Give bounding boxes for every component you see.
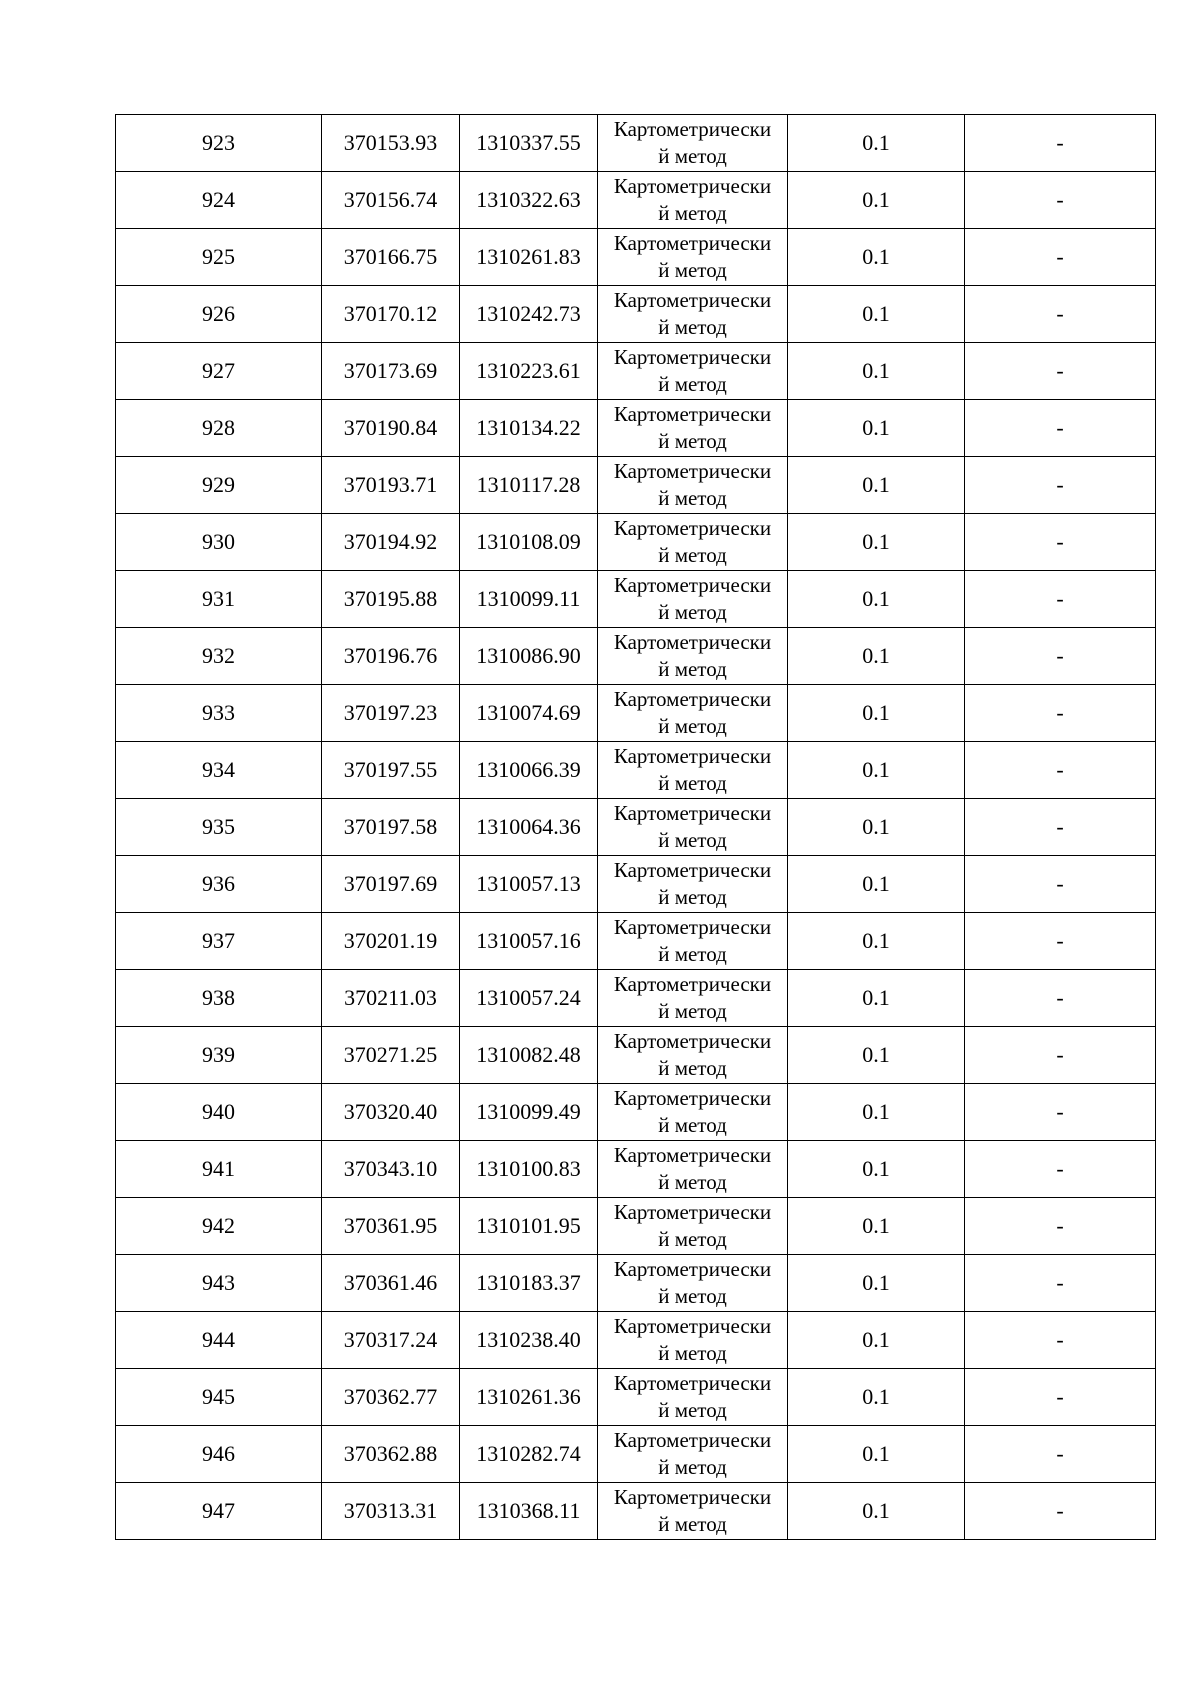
table-row	[116, 1141, 1156, 1198]
table-row	[116, 1255, 1156, 1312]
note-cell: -	[965, 115, 1156, 172]
y-coordinate-cell: 1310134.22	[460, 400, 598, 457]
note-cell: -	[965, 742, 1156, 799]
method-text-line-1: Картометрически	[613, 288, 772, 312]
note-cell: -	[965, 343, 1156, 400]
method-cell	[598, 970, 788, 1027]
method-cell	[598, 400, 788, 457]
note-cell: -	[965, 1369, 1156, 1426]
point-number-cell: 924	[116, 172, 322, 229]
y-coordinate-cell: 1310238.40	[460, 1312, 598, 1369]
method-text-line-2: й метод	[658, 258, 727, 282]
note-cell: -	[965, 400, 1156, 457]
table-row	[116, 514, 1156, 571]
method-cell	[598, 913, 788, 970]
point-number-cell: 939	[116, 1027, 322, 1084]
table-row	[116, 628, 1156, 685]
point-number-cell: 944	[116, 1312, 322, 1369]
y-coordinate-cell: 1310368.11	[460, 1483, 598, 1540]
note-cell: -	[965, 1312, 1156, 1369]
accuracy-cell: 0.1	[788, 514, 965, 571]
accuracy-cell: 0.1	[788, 970, 965, 1027]
table-row	[116, 913, 1156, 970]
method-text-line-2: й метод	[658, 1170, 727, 1194]
x-coordinate-cell: 370194.92	[322, 514, 460, 571]
method-text-line-1: Картометрически	[613, 516, 772, 540]
method-text-line-1: Картометрически	[613, 345, 772, 369]
x-coordinate-cell: 370197.55	[322, 742, 460, 799]
table-row	[116, 1426, 1156, 1483]
note-cell: -	[965, 514, 1156, 571]
accuracy-cell: 0.1	[788, 856, 965, 913]
method-text-line-1: Картометрически	[613, 1428, 772, 1452]
method-text-line-2: й метод	[658, 372, 727, 396]
x-coordinate-cell: 370195.88	[322, 571, 460, 628]
accuracy-cell: 0.1	[788, 1198, 965, 1255]
y-coordinate-cell: 1310099.11	[460, 571, 598, 628]
method-text-line-2: й метод	[658, 942, 727, 966]
table-row	[116, 1369, 1156, 1426]
table-row	[116, 1027, 1156, 1084]
note-cell: -	[965, 913, 1156, 970]
method-cell	[598, 685, 788, 742]
x-coordinate-cell: 370196.76	[322, 628, 460, 685]
method-text-line-2: й метод	[658, 999, 727, 1023]
point-number-cell: 940	[116, 1084, 322, 1141]
accuracy-cell: 0.1	[788, 1369, 965, 1426]
point-number-cell: 923	[116, 115, 322, 172]
note-cell: -	[965, 799, 1156, 856]
method-text-line-2: й метод	[658, 201, 727, 225]
y-coordinate-cell: 1310183.37	[460, 1255, 598, 1312]
table-row	[116, 343, 1156, 400]
accuracy-cell: 0.1	[788, 457, 965, 514]
method-text-line-1: Картометрически	[613, 1257, 772, 1281]
y-coordinate-cell: 1310057.24	[460, 970, 598, 1027]
accuracy-cell: 0.1	[788, 799, 965, 856]
method-cell	[598, 1312, 788, 1369]
method-text-line-1: Картометрически	[613, 573, 772, 597]
method-text-line-1: Картометрически	[613, 1143, 772, 1167]
accuracy-cell: 0.1	[788, 286, 965, 343]
method-cell	[598, 856, 788, 913]
table-row	[116, 1198, 1156, 1255]
method-cell	[598, 742, 788, 799]
table-row	[116, 799, 1156, 856]
method-cell	[598, 571, 788, 628]
x-coordinate-cell: 370271.25	[322, 1027, 460, 1084]
accuracy-cell: 0.1	[788, 115, 965, 172]
method-text-line-2: й метод	[658, 1056, 727, 1080]
accuracy-cell: 0.1	[788, 1312, 965, 1369]
x-coordinate-cell: 370197.23	[322, 685, 460, 742]
y-coordinate-cell: 1310117.28	[460, 457, 598, 514]
point-number-cell: 945	[116, 1369, 322, 1426]
method-text-line-1: Картометрически	[613, 117, 772, 141]
x-coordinate-cell: 370170.12	[322, 286, 460, 343]
table-row	[116, 1312, 1156, 1369]
note-cell: -	[965, 856, 1156, 913]
coordinates-table	[115, 114, 1156, 1540]
point-number-cell: 942	[116, 1198, 322, 1255]
y-coordinate-cell: 1310057.16	[460, 913, 598, 970]
method-text-line-2: й метод	[658, 1284, 727, 1308]
x-coordinate-cell: 370201.19	[322, 913, 460, 970]
note-cell: -	[965, 628, 1156, 685]
point-number-cell: 929	[116, 457, 322, 514]
accuracy-cell: 0.1	[788, 913, 965, 970]
accuracy-cell: 0.1	[788, 229, 965, 286]
method-text-line-1: Картометрически	[613, 1200, 772, 1224]
x-coordinate-cell: 370173.69	[322, 343, 460, 400]
x-coordinate-cell: 370156.74	[322, 172, 460, 229]
method-text-line-2: й метод	[658, 600, 727, 624]
y-coordinate-cell: 1310242.73	[460, 286, 598, 343]
table-row	[116, 856, 1156, 913]
method-text-line-2: й метод	[658, 1113, 727, 1137]
method-cell	[598, 799, 788, 856]
method-text-line-1: Картометрически	[613, 630, 772, 654]
method-text-line-1: Картометрически	[613, 402, 772, 426]
method-cell	[598, 115, 788, 172]
y-coordinate-cell: 1310057.13	[460, 856, 598, 913]
method-text-line-2: й метод	[658, 1512, 727, 1536]
accuracy-cell: 0.1	[788, 685, 965, 742]
note-cell: -	[965, 286, 1156, 343]
x-coordinate-cell: 370190.84	[322, 400, 460, 457]
accuracy-cell: 0.1	[788, 343, 965, 400]
point-number-cell: 925	[116, 229, 322, 286]
method-text-line-2: й метод	[658, 1455, 727, 1479]
table-row	[116, 1084, 1156, 1141]
coordinates-table-body	[116, 115, 1156, 1540]
point-number-cell: 947	[116, 1483, 322, 1540]
y-coordinate-cell: 1310099.49	[460, 1084, 598, 1141]
table-row	[116, 457, 1156, 514]
method-cell	[598, 1027, 788, 1084]
method-text-line-1: Картометрически	[613, 972, 772, 996]
y-coordinate-cell: 1310086.90	[460, 628, 598, 685]
y-coordinate-cell: 1310064.36	[460, 799, 598, 856]
method-text-line-2: й метод	[658, 885, 727, 909]
x-coordinate-cell: 370320.40	[322, 1084, 460, 1141]
table-row	[116, 400, 1156, 457]
accuracy-cell: 0.1	[788, 1084, 965, 1141]
table-row	[116, 571, 1156, 628]
method-cell	[598, 1084, 788, 1141]
method-text-line-1: Картометрически	[613, 1029, 772, 1053]
method-text-line-1: Картометрически	[613, 1314, 772, 1338]
point-number-cell: 928	[116, 400, 322, 457]
table-row	[116, 685, 1156, 742]
table-row	[116, 286, 1156, 343]
point-number-cell: 937	[116, 913, 322, 970]
note-cell: -	[965, 457, 1156, 514]
x-coordinate-cell: 370361.46	[322, 1255, 460, 1312]
method-text-line-2: й метод	[658, 657, 727, 681]
y-coordinate-cell: 1310108.09	[460, 514, 598, 571]
method-cell	[598, 343, 788, 400]
point-number-cell: 932	[116, 628, 322, 685]
x-coordinate-cell: 370211.03	[322, 970, 460, 1027]
accuracy-cell: 0.1	[788, 1426, 965, 1483]
y-coordinate-cell: 1310322.63	[460, 172, 598, 229]
accuracy-cell: 0.1	[788, 571, 965, 628]
x-coordinate-cell: 370193.71	[322, 457, 460, 514]
y-coordinate-cell: 1310101.95	[460, 1198, 598, 1255]
method-cell	[598, 229, 788, 286]
method-text-line-1: Картометрически	[613, 858, 772, 882]
table-row	[116, 229, 1156, 286]
method-text-line-1: Картометрически	[613, 1485, 772, 1509]
method-text-line-2: й метод	[658, 828, 727, 852]
y-coordinate-cell: 1310100.83	[460, 1141, 598, 1198]
y-coordinate-cell: 1310082.48	[460, 1027, 598, 1084]
accuracy-cell: 0.1	[788, 400, 965, 457]
method-cell	[598, 457, 788, 514]
x-coordinate-cell: 370197.69	[322, 856, 460, 913]
method-text-line-2: й метод	[658, 714, 727, 738]
method-cell	[598, 1483, 788, 1540]
method-cell	[598, 172, 788, 229]
note-cell: -	[965, 685, 1156, 742]
y-coordinate-cell: 1310282.74	[460, 1426, 598, 1483]
method-cell	[598, 1141, 788, 1198]
point-number-cell: 938	[116, 970, 322, 1027]
x-coordinate-cell: 370362.77	[322, 1369, 460, 1426]
point-number-cell: 933	[116, 685, 322, 742]
table-row	[116, 172, 1156, 229]
x-coordinate-cell: 370317.24	[322, 1312, 460, 1369]
y-coordinate-cell: 1310337.55	[460, 115, 598, 172]
y-coordinate-cell: 1310261.83	[460, 229, 598, 286]
point-number-cell: 927	[116, 343, 322, 400]
x-coordinate-cell: 370362.88	[322, 1426, 460, 1483]
method-text-line-1: Картометрически	[613, 744, 772, 768]
point-number-cell: 936	[116, 856, 322, 913]
method-cell	[598, 1198, 788, 1255]
accuracy-cell: 0.1	[788, 1483, 965, 1540]
accuracy-cell: 0.1	[788, 1141, 965, 1198]
point-number-cell: 930	[116, 514, 322, 571]
note-cell: -	[965, 571, 1156, 628]
x-coordinate-cell: 370166.75	[322, 229, 460, 286]
y-coordinate-cell: 1310261.36	[460, 1369, 598, 1426]
point-number-cell: 941	[116, 1141, 322, 1198]
method-text-line-2: й метод	[658, 486, 727, 510]
note-cell: -	[965, 1027, 1156, 1084]
point-number-cell: 926	[116, 286, 322, 343]
point-number-cell: 943	[116, 1255, 322, 1312]
note-cell: -	[965, 1141, 1156, 1198]
x-coordinate-cell: 370153.93	[322, 115, 460, 172]
table-row	[116, 1483, 1156, 1540]
method-text-line-2: й метод	[658, 771, 727, 795]
method-text-line-1: Картометрически	[613, 1371, 772, 1395]
method-text-line-2: й метод	[658, 1341, 727, 1365]
table-row	[116, 115, 1156, 172]
method-text-line-1: Картометрически	[613, 174, 772, 198]
method-text-line-1: Картометрически	[613, 231, 772, 255]
point-number-cell: 935	[116, 799, 322, 856]
note-cell: -	[965, 229, 1156, 286]
x-coordinate-cell: 370361.95	[322, 1198, 460, 1255]
note-cell: -	[965, 1255, 1156, 1312]
method-text-line-2: й метод	[658, 1398, 727, 1422]
accuracy-cell: 0.1	[788, 628, 965, 685]
point-number-cell: 946	[116, 1426, 322, 1483]
method-text-line-1: Картометрически	[613, 801, 772, 825]
method-cell	[598, 1255, 788, 1312]
y-coordinate-cell: 1310223.61	[460, 343, 598, 400]
y-coordinate-cell: 1310074.69	[460, 685, 598, 742]
point-number-cell: 934	[116, 742, 322, 799]
method-text-line-2: й метод	[658, 1227, 727, 1251]
x-coordinate-cell: 370313.31	[322, 1483, 460, 1540]
accuracy-cell: 0.1	[788, 1255, 965, 1312]
note-cell: -	[965, 1426, 1156, 1483]
method-text-line-1: Картометрически	[613, 915, 772, 939]
method-cell	[598, 1426, 788, 1483]
note-cell: -	[965, 172, 1156, 229]
method-text-line-2: й метод	[658, 543, 727, 567]
method-cell	[598, 1369, 788, 1426]
note-cell: -	[965, 970, 1156, 1027]
method-text-line-1: Картометрически	[613, 1086, 772, 1110]
x-coordinate-cell: 370197.58	[322, 799, 460, 856]
note-cell: -	[965, 1483, 1156, 1540]
y-coordinate-cell: 1310066.39	[460, 742, 598, 799]
accuracy-cell: 0.1	[788, 1027, 965, 1084]
method-cell	[598, 628, 788, 685]
method-text-line-2: й метод	[658, 144, 727, 168]
method-cell	[598, 286, 788, 343]
method-text-line-1: Картометрически	[613, 459, 772, 483]
method-cell	[598, 514, 788, 571]
table-row	[116, 742, 1156, 799]
point-number-cell: 931	[116, 571, 322, 628]
accuracy-cell: 0.1	[788, 742, 965, 799]
x-coordinate-cell: 370343.10	[322, 1141, 460, 1198]
method-text-line-1: Картометрически	[613, 687, 772, 711]
method-text-line-2: й метод	[658, 315, 727, 339]
table-row	[116, 970, 1156, 1027]
accuracy-cell: 0.1	[788, 172, 965, 229]
note-cell: -	[965, 1084, 1156, 1141]
method-text-line-2: й метод	[658, 429, 727, 453]
note-cell: -	[965, 1198, 1156, 1255]
